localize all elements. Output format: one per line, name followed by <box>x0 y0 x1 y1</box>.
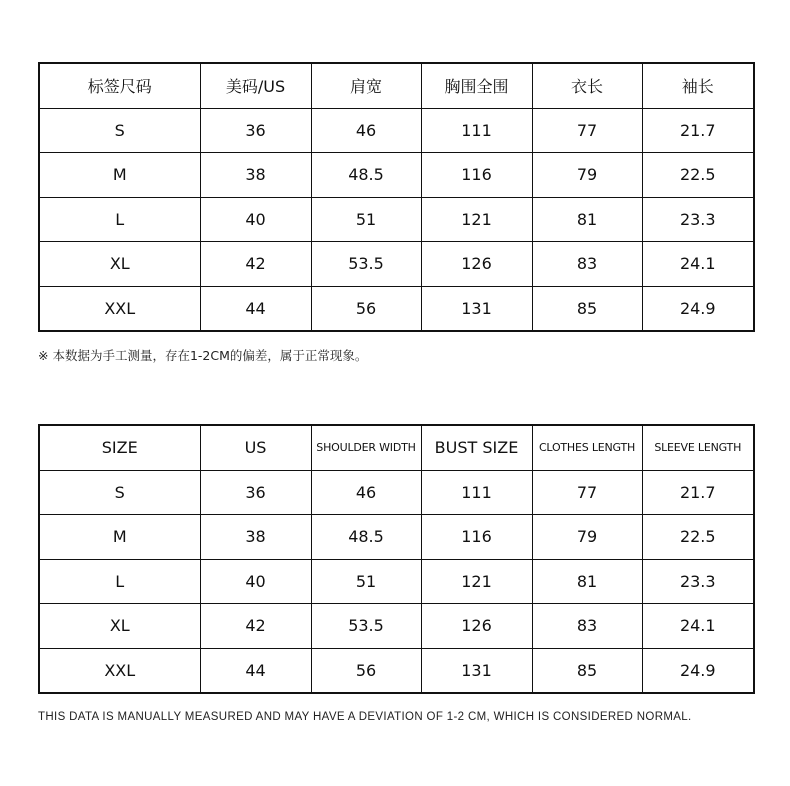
table-cell: 83 <box>532 604 642 649</box>
header-cell: CLOTHES LENGTH <box>532 425 642 470</box>
table-cell: 48.5 <box>311 515 421 560</box>
table-cell: 22.5 <box>642 153 754 198</box>
table-cell: 85 <box>532 286 642 331</box>
table-cell: 126 <box>421 604 532 649</box>
table-cell: 51 <box>311 559 421 604</box>
table-cell: 23.3 <box>642 197 754 242</box>
table-cell: 116 <box>421 515 532 560</box>
table-cell: 53.5 <box>311 604 421 649</box>
table-cell: 40 <box>200 559 311 604</box>
header-cell: SLEEVE LENGTH <box>642 425 754 470</box>
table-cell: 36 <box>200 108 311 153</box>
table-cell: 46 <box>311 470 421 515</box>
table-row <box>39 108 754 153</box>
table-cell: 24.9 <box>642 286 754 331</box>
table-header-row <box>39 63 754 108</box>
table-cell: 131 <box>421 286 532 331</box>
header-cell: 衣长 <box>532 63 642 108</box>
table-cell: 116 <box>421 153 532 198</box>
table-cell: XXL <box>39 648 200 693</box>
header-cell: 肩宽 <box>311 63 421 108</box>
table-cell: L <box>39 197 200 242</box>
table-cell: 24.1 <box>642 242 754 287</box>
header-cell: 袖长 <box>642 63 754 108</box>
table-cell: 38 <box>200 153 311 198</box>
table-cell: 126 <box>421 242 532 287</box>
table-cell: M <box>39 153 200 198</box>
table-cell: 42 <box>200 604 311 649</box>
table-row <box>39 242 754 287</box>
table-row <box>39 197 754 242</box>
table-cell: 40 <box>200 197 311 242</box>
table-cell: 51 <box>311 197 421 242</box>
table-cell: 44 <box>200 286 311 331</box>
table-row <box>39 286 754 331</box>
table-row <box>39 648 754 693</box>
table-cell: 21.7 <box>642 470 754 515</box>
table-cell: 111 <box>421 108 532 153</box>
header-cell: 美码/US <box>200 63 311 108</box>
table-cell: L <box>39 559 200 604</box>
table-cell: 38 <box>200 515 311 560</box>
table-cell: 79 <box>532 153 642 198</box>
table-row <box>39 515 754 560</box>
header-cell: 胸围全围 <box>421 63 532 108</box>
table-cell: 23.3 <box>642 559 754 604</box>
table-cell: 42 <box>200 242 311 287</box>
table-cell: 44 <box>200 648 311 693</box>
table-cell: M <box>39 515 200 560</box>
table-cell: 121 <box>421 559 532 604</box>
table-cell: 121 <box>421 197 532 242</box>
table-cell: 85 <box>532 648 642 693</box>
header-cell: BUST SIZE <box>421 425 532 470</box>
table-cell: 46 <box>311 108 421 153</box>
table-cell: 36 <box>200 470 311 515</box>
table-cell: 131 <box>421 648 532 693</box>
table-cell: 77 <box>532 108 642 153</box>
table-cell: 81 <box>532 559 642 604</box>
header-cell: US <box>200 425 311 470</box>
table-cell: 21.7 <box>642 108 754 153</box>
size-chart-table-cn <box>38 62 755 332</box>
measurement-note-cn: ※ 本数据为手工测量，存在1-2CM的偏差，属于正常现象。 <box>38 348 368 363</box>
table-cell: 56 <box>311 648 421 693</box>
table-cell: S <box>39 470 200 515</box>
table-cell: 77 <box>532 470 642 515</box>
measurement-note-en: THIS DATA IS MANUALLY MEASURED AND MAY HAVE A DEVIATION OF 1-2 CM, WHICH IS CONSIDERED NORMAL. <box>38 711 692 723</box>
table-cell: 22.5 <box>642 515 754 560</box>
table-cell: XXL <box>39 286 200 331</box>
size-chart-table-en <box>38 424 755 694</box>
table-row <box>39 604 754 649</box>
table-cell: 81 <box>532 197 642 242</box>
table-cell: 111 <box>421 470 532 515</box>
table-cell: XL <box>39 604 200 649</box>
table-row <box>39 153 754 198</box>
header-cell: 标签尺码 <box>39 63 200 108</box>
table-cell: S <box>39 108 200 153</box>
header-cell: SIZE <box>39 425 200 470</box>
header-cell: SHOULDER WIDTH <box>311 425 421 470</box>
table-cell: 48.5 <box>311 153 421 198</box>
table-header-row <box>39 425 754 470</box>
table-cell: 24.9 <box>642 648 754 693</box>
table-cell: XL <box>39 242 200 287</box>
table-row <box>39 470 754 515</box>
table-cell: 53.5 <box>311 242 421 287</box>
table-cell: 24.1 <box>642 604 754 649</box>
table-cell: 79 <box>532 515 642 560</box>
table-cell: 56 <box>311 286 421 331</box>
table-cell: 83 <box>532 242 642 287</box>
table-row <box>39 559 754 604</box>
